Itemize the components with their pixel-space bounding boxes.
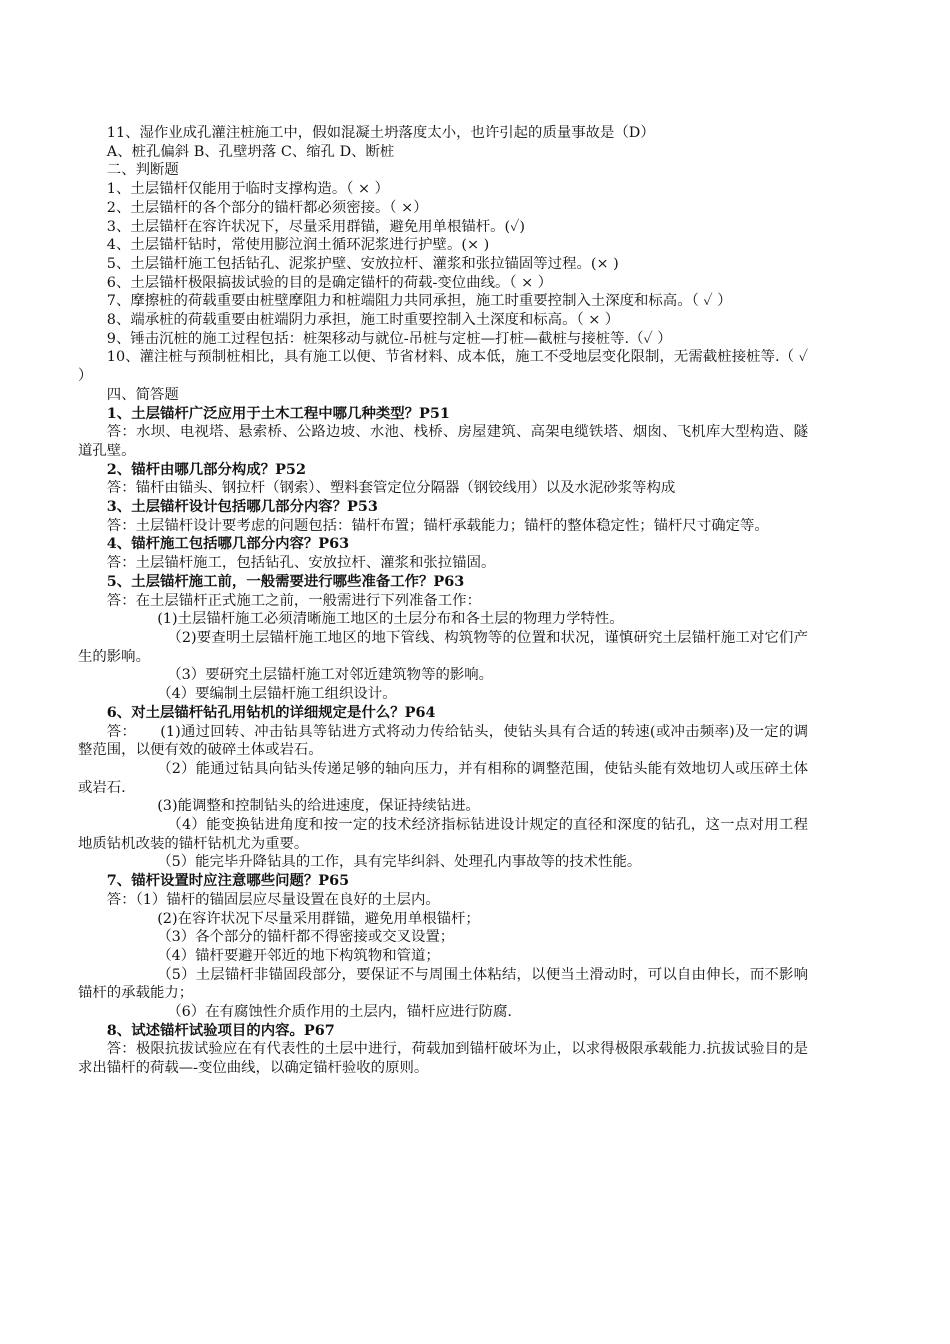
question-heading: 7、锚杆设置时应注意哪些问题？P65: [106, 872, 350, 890]
question-heading: 1、土层锚杆广泛应用于土木工程中哪几种类型？P51: [106, 404, 450, 422]
text-line: （3）各个部分的锚杆都不得密接或交叉设置；: [157, 929, 455, 946]
text-line: （6）在有腐蚀性介质作用的土层内，锚杆应进行防腐.: [167, 1004, 512, 1021]
question-heading: 6、对土层锚杆钻孔用钻机的详细规定是什么？P64: [106, 703, 436, 721]
text-line: 答：在土层锚杆正式施工之前，一般需进行下列准备工作：: [106, 592, 481, 609]
text-line: （4）锚杆要避开邻近的地下构筑物和管道；: [157, 947, 440, 964]
question-heading: 8、试述锚杆试验项目的内容。P67: [106, 1021, 335, 1039]
text-line: 四、简答题: [106, 386, 179, 403]
text-line: 10、灌注桩与预制桩相比，具有施工以便、节省材料、成本低，施工不受地层变化限制，无需截桩接桩等.（ ✓ ）: [78, 349, 813, 385]
text-line: （4）能变换钻进角度和按一定的技术经济指标钻进设计规定的直径和深度的钻孔，这一点对用工程地质钻机改装的锚杆钻机尤为重要。: [78, 817, 808, 852]
text-line: （5）土层锚杆非锚固段部分，要保证不与周围土体粘结，以便当土滑动时，可以自由伸长，而不影响锚杆的承载能力；: [78, 966, 808, 1002]
question-heading: 2、锚杆由哪几部分构成？P52: [106, 460, 306, 478]
text-line: 二、判断题: [106, 162, 179, 179]
text-line: 答：（1）锚杆的锚固层应尽量设置在良好的土层内。: [106, 891, 440, 908]
question-heading: 4、锚杆施工包括哪几部分内容？P63: [106, 535, 350, 553]
text-line: 2、土层锚杆的各个部分的锚杆都必须密接。（ ×）: [106, 199, 428, 216]
text-line: （3）要研究土层锚杆施工对邻近建筑物等的影响。: [167, 667, 494, 684]
text-line: 答：锚杆由锚头、钢拉杆（钢索）、塑料套管定位分隔器（钢铰线用）以及水泥砂浆等构成: [106, 480, 676, 497]
document-body: [78, 124, 813, 1078]
text-line: 7、摩擦桩的荷载重要由桩壁摩阻力和桩端阻力共同承担，施工时重要控制入土深度和标高。（ ✓ ）: [106, 293, 732, 310]
text-line: 11、湿作业成孔灌注桩施工中，假如混凝土坍落度太小，也许引起的质量事故是（D）: [106, 125, 655, 141]
text-line: （5）能完毕升降钻具的工作，具有完毕纠斜、处理孔内事故等的技术性能。: [157, 854, 642, 871]
text-line: (2)在容许状况下尽量采用群锚，避免用单根锚杆；: [157, 910, 480, 927]
text-line: 3、土层锚杆在容许状况下，尽量采用群锚，避免用单根锚杆。(✓): [106, 218, 526, 235]
text-line: 9、锤击沉桩的施工过程包括：桩架移动与就位-吊桩与定桩—打桩—截桩与接桩等.（✓ ）: [106, 330, 672, 347]
text-line: 4、土层锚杆钻时，常使用膨泣润土循环泥浆进行护壁。(× ): [106, 237, 490, 254]
text-line: （4）要编制土层锚杆施工组织设计。: [157, 686, 397, 703]
text-line: （2）能通过钻具向钻头传递足够的轴向压力，并有相称的调整范围，使钻头能有效地切人或压碎土体或岩石.: [78, 760, 808, 796]
text-line: 1、土层锚杆仅能用于临时支撑构造。（ × ）: [106, 181, 389, 198]
text-line: 答：水坝、电视塔、悬索桥、公路边坡、水池、栈桥、房屋建筑、高架电缆铁塔、烟囱、飞机库大型构造、隧道孔壁。: [78, 424, 808, 459]
text-line: 6、土层锚杆极限搞拔试验的目的是确定锚杆的荷载-变位曲线。（ × ）: [106, 274, 553, 291]
text-line: 8、端承桩的荷载重要由桩端阴力承担，施工时重要控制入土深度和标高。（ × ）: [106, 312, 620, 329]
text-line: 答：土层锚杆施工，包括钻孔、安放拉杆、灌浆和张拉锚固。: [106, 555, 496, 572]
text-line: 答： (1)通过回转、冲击钻具等钻进方式将动力传给钻头，使钻头具有合适的转速(或冲击频率)及一定的调整范围，以便有效的破碎土体或岩石。: [78, 723, 808, 759]
question-heading: 3、土层锚杆设计包括哪几部分内容？P53: [106, 498, 378, 516]
text-line: 答：土层锚杆设计要考虑的问题包括：锚杆布置；锚杆承载能力；锚杆的整体稳定性；锚杆尺寸确定等。: [106, 517, 769, 534]
text-line: A、桩孔偏斜 B、孔壁坍落 C、缩孔 D、断桩: [106, 143, 395, 160]
text-line: （2)要查明土层锚杆施工地区的地下管线、构筑物等的位置和状况，谨慎研究土层锚杆施工对它们产生的影响。: [78, 629, 808, 665]
text-line: (1)土层锚杆施工必须清晰施工地区的土层分布和各土层的物理力学特性。: [157, 611, 624, 628]
question-heading: 5、土层锚杆施工前，一般需要进行哪些准备工作？P63: [106, 572, 465, 590]
text-line: 答：极限抗拔试验应在有代表性的土层中进行，荷载加到锚杆破坏为止，以求得极限承载能力.抗拔试验目的是求出锚杆的荷载—-变位曲线，以确定锚杆验收的原则。: [78, 1041, 808, 1077]
text-line: 5、土层锚杆施工包括钻孔、泥浆护壁、安放拉杆、灌浆和张拉锚固等过程。(× ): [106, 255, 619, 272]
text-line: (3)能调整和控制钻头的给进速度，保证持续钻进。: [157, 798, 480, 815]
